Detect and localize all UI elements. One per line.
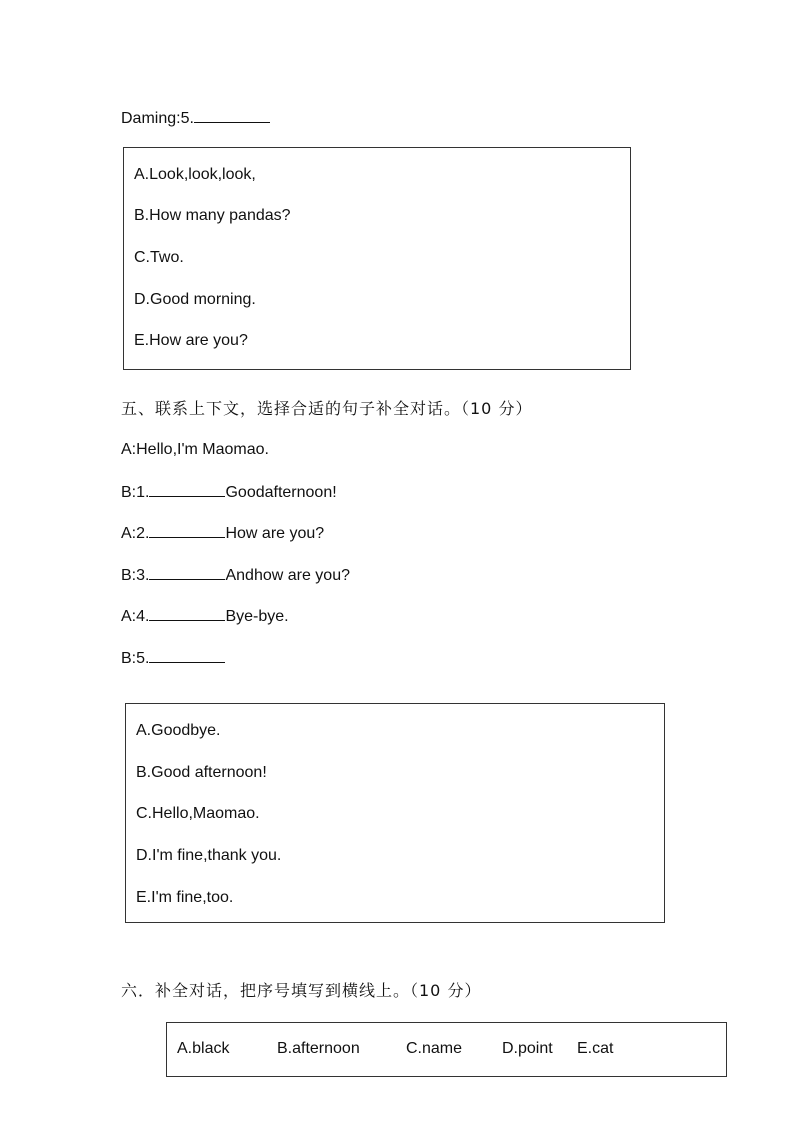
dialogue-line-5	[121, 606, 289, 627]
dialogue-line-6	[121, 648, 225, 669]
dialogue-line-3	[121, 523, 324, 544]
dialogue-line-1	[121, 440, 269, 460]
option-a: A.Look,look,look,	[134, 166, 256, 183]
dialogue-suffix: Goodafternoon!	[225, 484, 337, 501]
option-c: C.Two.	[134, 249, 184, 266]
dialogue-suffix: Andhow are you?	[225, 567, 350, 584]
answer-blank[interactable]	[149, 606, 225, 621]
option-b: B.Good afternoon!	[136, 764, 267, 781]
dialogue-prefix: B:3.	[121, 567, 150, 584]
section5-heading: 五、联系上下文，选择合适的句子补全对话。（10 分）	[121, 399, 533, 418]
option-d: D.Good morning.	[134, 291, 256, 308]
dialogue-suffix: Bye-bye.	[225, 608, 289, 625]
dialogue-suffix: How are you?	[225, 525, 325, 542]
section4-options-box	[123, 147, 631, 370]
answer-blank[interactable]	[149, 565, 225, 580]
word-option-d: D.point	[502, 1040, 553, 1057]
option-d: D.I'm fine,thank you.	[136, 847, 282, 864]
dialogue-prefix: A:2.	[121, 525, 150, 542]
answer-blank[interactable]	[194, 108, 270, 123]
dialogue-prefix: B:1.	[121, 484, 150, 501]
dialogue-prefix: A:4.	[121, 608, 150, 625]
dialogue-prefix: B:5.	[121, 650, 150, 667]
section6-word-box	[166, 1022, 727, 1077]
option-e: E.How are you?	[134, 332, 248, 349]
option-c: C.Hello,Maomao.	[136, 805, 260, 822]
word-option-c: C.name	[406, 1040, 463, 1057]
section5-options-box	[125, 703, 665, 923]
answer-blank[interactable]	[149, 523, 225, 538]
option-e: E.I'm fine,too.	[136, 889, 234, 906]
answer-blank[interactable]	[149, 648, 225, 663]
word-option-b: B.afternoon	[277, 1040, 360, 1057]
answer-blank[interactable]	[149, 482, 225, 497]
section6-heading: 六．补全对话，把序号填写到横线上。（10 分）	[121, 981, 482, 1000]
word-option-a: A.black	[177, 1040, 230, 1057]
dialogue-line-4	[121, 565, 350, 586]
option-a: A.Goodbye.	[136, 722, 221, 739]
option-b: B.How many pandas?	[134, 207, 291, 224]
dialogue-text: A:Hello,I'm Maomao.	[121, 441, 269, 458]
daming-line	[121, 108, 270, 129]
word-option-e: E.cat	[577, 1040, 614, 1057]
daming-label: Daming:5.	[121, 110, 194, 127]
dialogue-line-2	[121, 482, 337, 503]
